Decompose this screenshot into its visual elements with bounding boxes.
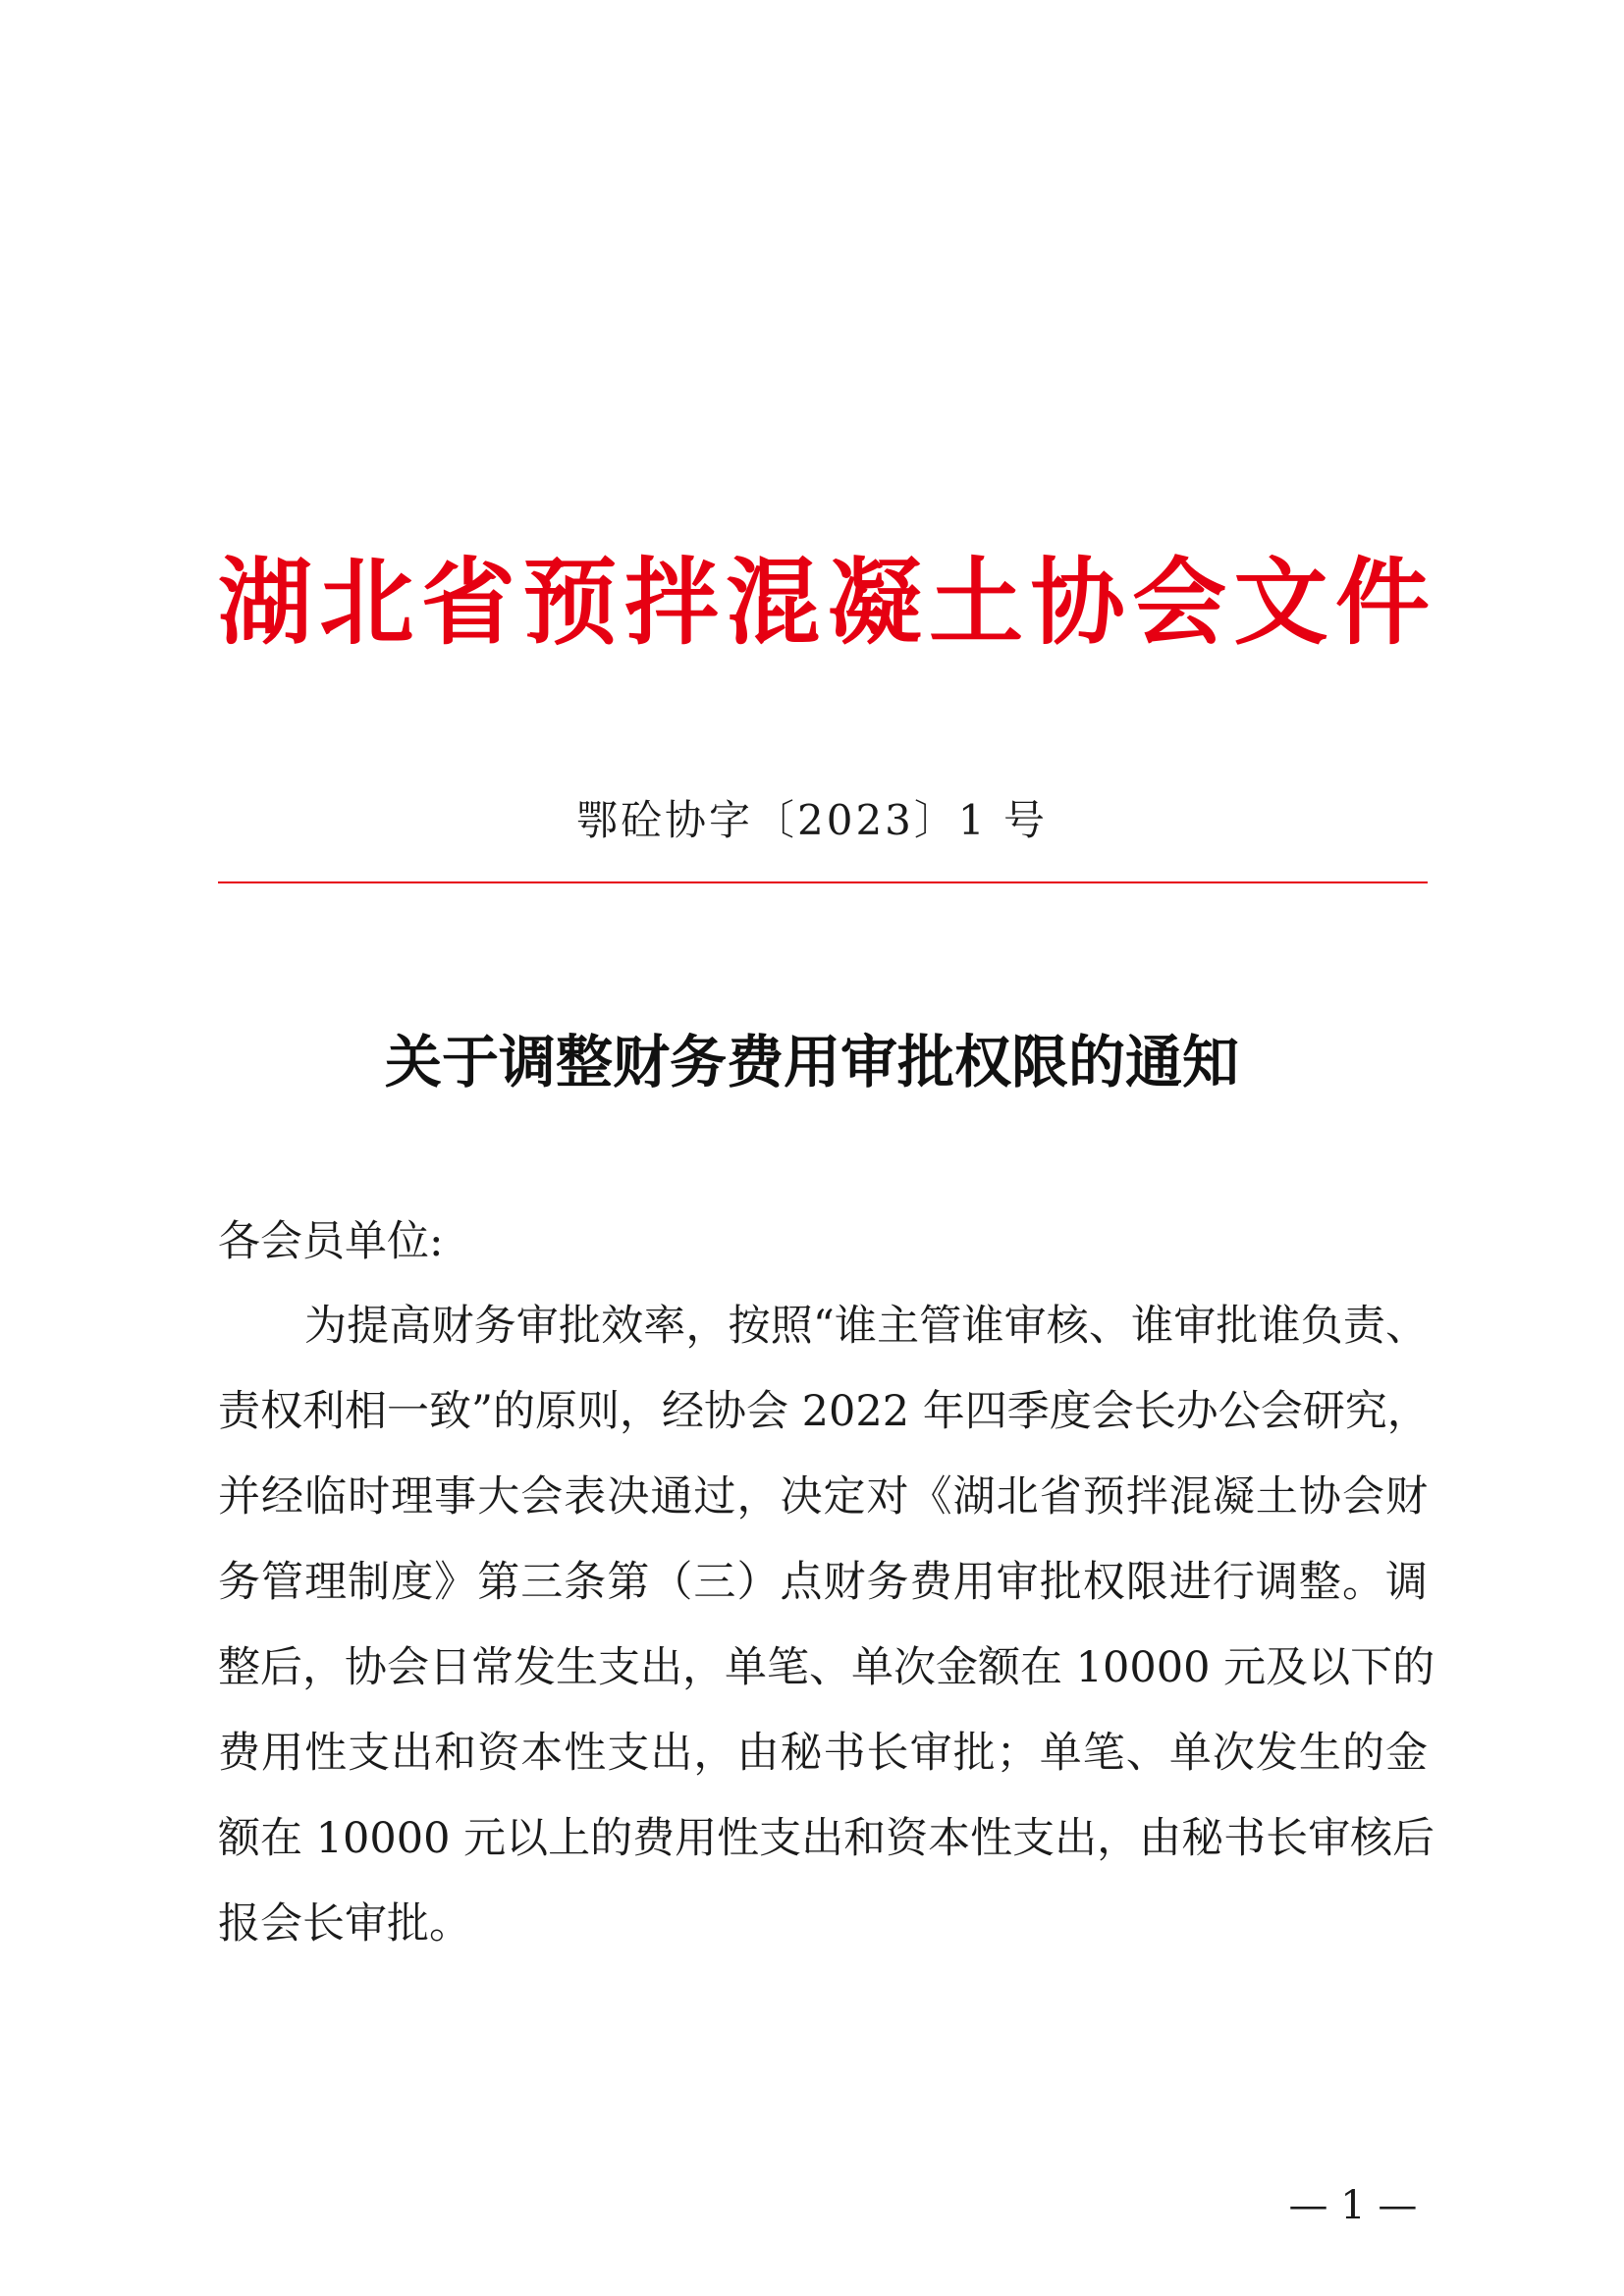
notice-title: 关于调整财务费用审批权限的通知 [384,1029,1239,1095]
body-line: 整后，协会日常发生支出，单笔、单次金额在 10000 元及以下的 [218,1643,1435,1692]
body-line: 并经临时理事大会表决通过，决定对《湖北省预拌混凝土协会财 [218,1472,1428,1522]
document-number: 鄂砼协字〔2023〕1 号 [576,796,1048,844]
red-divider-line [218,881,1428,883]
body-line: 报会长审批。 [218,1899,471,1949]
page-number: — 1 — [1288,2183,1418,2228]
salutation: 各会员单位: [218,1217,444,1266]
body-line: 责权利相一致”的原则，经协会 2022 年四季度会长办公会研究， [218,1387,1430,1436]
body-line: 费用性支出和资本性支出，由秘书长审批；单笔、单次发生的金 [218,1729,1428,1778]
body-line: 务管理制度》第三条第（三）点财务费用审批权限进行调整。调 [218,1558,1428,1607]
body-line: 为提高财务审批效率，按照“谁主管谁审核、谁审批谁负责、 [304,1302,1428,1351]
issuer-heading: 湖北省预拌混凝土协会文件 [218,547,1430,658]
body-line: 额在 10000 元以上的费用性支出和资本性支出，由秘书长审核后 [218,1814,1435,1863]
